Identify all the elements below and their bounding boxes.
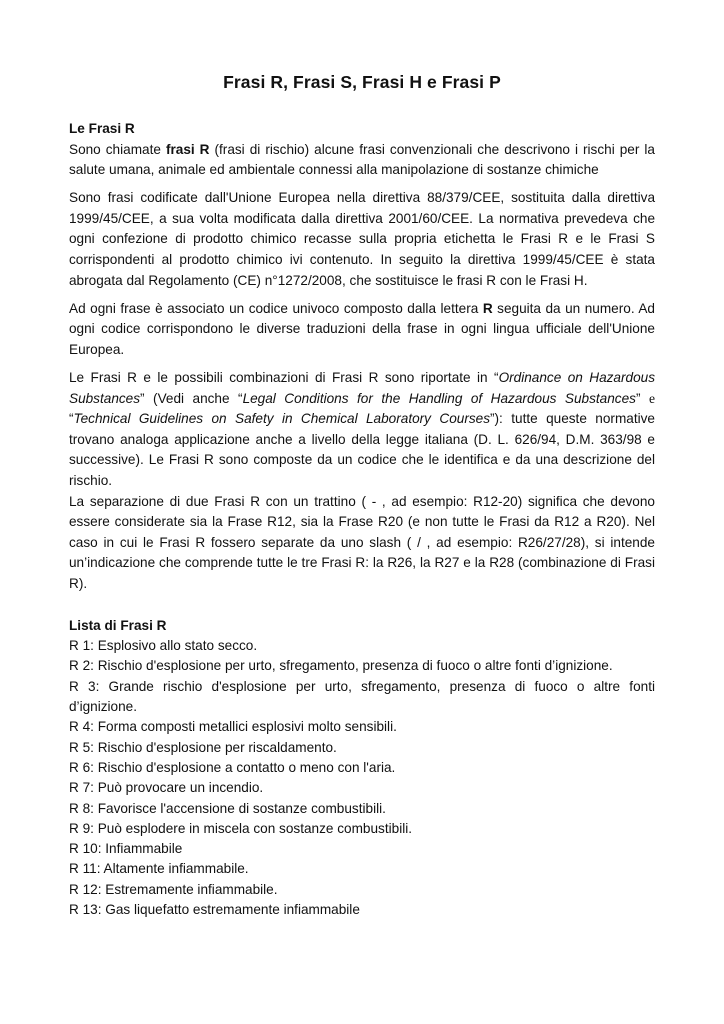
paragraph-ordinances [69, 368, 655, 492]
list-item: R 2: Rischio d'esplosione per urto, sfregamento, presenza di fuoco o altre fonti d’ignizione. [69, 658, 613, 674]
list-item: R 13: Gas liquefatto estremamente infiammabile [69, 902, 360, 918]
bold-letter: R [482, 300, 493, 316]
document-page [69, 0, 655, 920]
section-heading-frasi-r: Le Frasi R [69, 121, 135, 136]
risk-phrase-list [69, 636, 655, 920]
text-span: “ [69, 411, 74, 427]
paragraph-separation: La separazione di due Frasi R con un trattino ( - , ad esempio: R12-20) significa che devono essere considerate sia la Frase R12, sia la Frase R20 (e non tutte le Frasi da R12 a R20). Nel caso in cui le Frasi R fossero separate da uno slash ( / , ad esempio: R26/27/28), si intende un’indicazione che comprende tutte le tre Frasi R: la R26, la R27 e la R28 (combinazione di Frasi R). [69, 493, 655, 591]
list-item: R 4: Forma composti metallici esplosivi molto sensibili. [69, 719, 397, 735]
italic-title: Technical Guidelines on Safety in Chemical Laboratory Courses [73, 411, 490, 427]
text-span: Sono chiamate [69, 141, 166, 157]
text-span: Le Frasi R e le possibili combinazioni di Frasi R sono riportate in “ [69, 370, 499, 386]
paragraph-definition [69, 140, 655, 181]
document-title: Frasi R, Frasi S, Frasi H e Frasi P [223, 72, 501, 92]
text-span: e [648, 390, 655, 406]
list-item: R 12: Estremamente infiammabile. [69, 881, 278, 897]
list-item: R 7: Può provocare un incendio. [69, 780, 264, 796]
text-span: ” (Vedi anche “ [140, 390, 243, 406]
list-item: R 10: Infiammabile [69, 841, 183, 857]
list-item: R 11: Altamente infiammabile. [69, 861, 249, 877]
section-heading-lista: Lista di Frasi R [69, 617, 167, 633]
italic-title: Legal Conditions for the Handling of Hazardous Substances [242, 390, 636, 406]
list-item: R 5: Rischio d'esplosione per riscaldamento. [69, 739, 337, 755]
list-item: R 1: Esplosivo allo stato secco. [69, 638, 258, 654]
paragraph-directives: Sono frasi codificate dall'Unione Europea nella direttiva 88/379/CEE, sostituita dalla direttiva 1999/45/CEE, a sua volta modificata dalla direttiva 2001/60/CEE. La normativa prevedeva che ogni confezione di prodotto chimico recasse sulla propria etichetta le Frasi R e le Frasi S corrispondenti al prodotto chimico ivi contenuto. In seguito la direttiva 1999/45/CEE è stata abrogata dal Regolamento (CE) n°1272/2008, che sostituisce le frasi R con le Frasi H. [69, 190, 655, 288]
text-span: seguita da un numero. Ad ogni codice corrispondono le diverse traduzioni della frase in ogni lingua ufficiale dell'Unione Europea. [69, 300, 655, 357]
text-span: ” [635, 390, 649, 406]
text-span: ”): tutte queste normative trovano analoga applicazione anche a livello della legge italiana (D. L. 626/94, D.M. 363/98 e successive). Le Frasi R sono composte da un codice che le identifica e da una descrizione del rischio. [69, 411, 655, 488]
italic-title: Ordinance on Hazardous Substances [69, 370, 655, 406]
list-item: R 3: Grande rischio d'esplosione per urto, sfregamento, presenza di fuoco o altre fonti d’ignizione. [69, 678, 655, 715]
list-item: R 6: Rischio d'esplosione a contatto o meno con l'aria. [69, 759, 396, 775]
list-item: R 9: Può esplodere in miscela con sostanze combustibili. [69, 820, 413, 836]
text-span: Ad ogni frase è associato un codice univoco composto dalla lettera [69, 300, 483, 316]
paragraph-code [69, 299, 655, 361]
bold-term: frasi R [165, 141, 210, 157]
text-span: (frasi di rischio) alcune frasi convenzionali che descrivono i rischi per la salute umana, animale ed ambientale connessi alla manipolazione di sostanze chimiche [69, 141, 655, 178]
list-item: R 8: Favorisce l'accensione di sostanze combustibili. [69, 800, 386, 816]
